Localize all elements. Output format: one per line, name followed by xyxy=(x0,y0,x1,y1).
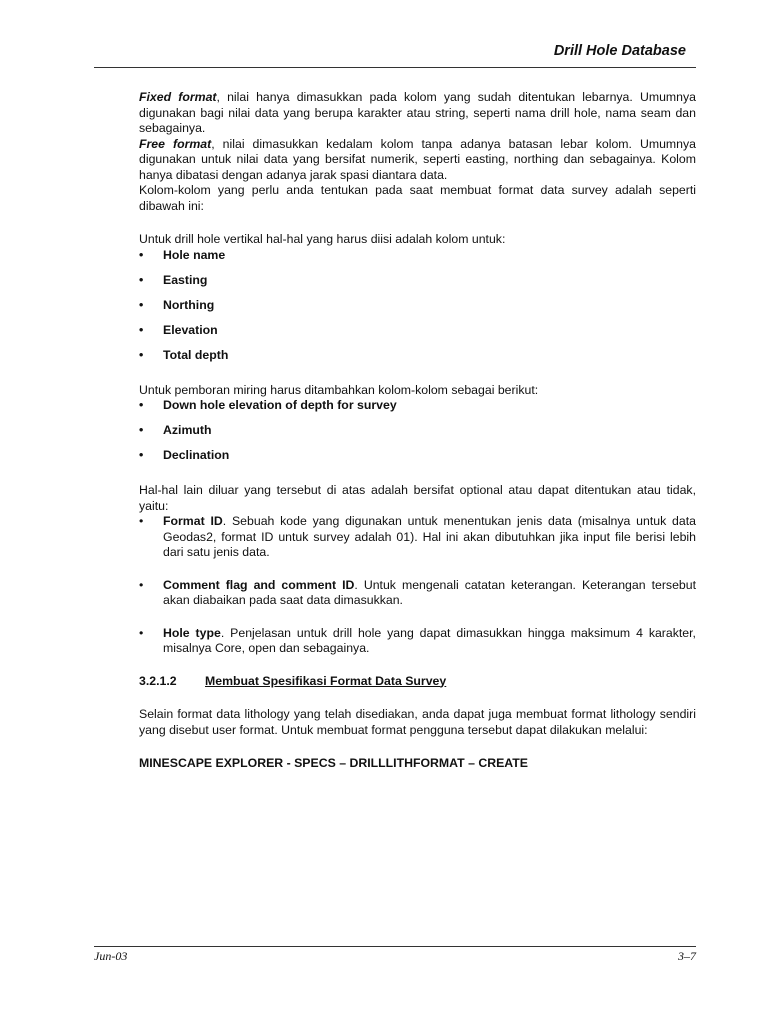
list-item xyxy=(139,514,696,561)
list-item-label: Down hole elevation of depth for survey xyxy=(163,398,397,412)
free-format-paragraph xyxy=(139,137,696,184)
list-item xyxy=(139,398,696,423)
list-item-term: Format ID xyxy=(163,514,223,528)
list-item-label: Azimuth xyxy=(163,423,212,437)
list-item xyxy=(139,323,696,348)
list-item xyxy=(139,348,696,373)
optional-list xyxy=(139,514,696,657)
bullet-icon: • xyxy=(139,272,144,287)
list-item-label: Easting xyxy=(163,272,208,287)
header-divider xyxy=(94,67,696,68)
bullet-icon: • xyxy=(139,398,144,412)
list-item-text: . Penjelasan untuk drill hole yang dapat dimasukkan hingga maksimum 4 karakter, misalnya Core, open dan sebagainya. xyxy=(163,625,696,655)
list-item xyxy=(139,273,696,298)
list-item xyxy=(139,626,696,657)
section-title: Membuat Spesifikasi Format Data Survey xyxy=(205,673,447,688)
list-item-label: Declination xyxy=(163,448,230,462)
free-format-text: , nilai dimasukkan kedalam kolom tanpa adanya batasan lebar kolom. Umumnya digunakan untuk nilai data yang bersifat numerik, seperti easting, northing dan sebagainya. Kolom hanya dibatasi dengan adanya jarak spasi diantara data. xyxy=(139,136,696,182)
footer-divider xyxy=(94,946,696,947)
list-item-text: . Sebuah kode yang digunakan untuk menentukan jenis data (misalnya untuk data Geodas2, format ID untuk survey adalah 01). Hal ini akan dibutuhkan jika input file berisi lebih dari satu jenis data. xyxy=(163,514,696,559)
list-item-label: Northing xyxy=(163,297,215,312)
inclined-intro: Untuk pemboran miring harus ditambahkan kolom-kolom sebagai berikut: xyxy=(139,382,539,397)
list-item-term: Comment flag and comment ID xyxy=(163,577,355,592)
vertical-list xyxy=(139,248,696,373)
bullet-icon: • xyxy=(139,625,144,640)
bullet-icon: • xyxy=(139,297,144,312)
bullet-icon: • xyxy=(139,514,144,528)
bullet-icon: • xyxy=(139,247,144,262)
list-item xyxy=(139,448,696,473)
list-item-term: Hole type xyxy=(163,625,221,640)
bullet-icon: • xyxy=(139,423,144,437)
page-header-title: Drill Hole Database xyxy=(553,43,686,59)
page-content xyxy=(139,90,696,772)
list-item-text: . Untuk mengenali catatan keterangan. Keterangan tersebut akan diabaikan pada saat data dimasukkan. xyxy=(163,577,696,607)
list-item-label: Elevation xyxy=(163,322,218,337)
footer-date: Jun-03 xyxy=(94,949,128,963)
list-item xyxy=(139,423,696,448)
section-paragraph: Selain format data lithology yang telah disediakan, anda dapat juga membuat format lithology sendiri yang disebut user format. Untuk membuat format pengguna tersebut dapat dilakukan melalui: xyxy=(139,707,696,737)
list-item xyxy=(139,578,696,609)
menu-path: MINESCAPE EXPLORER - SPECS – DRILLLITHFORMAT – CREATE xyxy=(139,756,528,770)
optional-intro: Hal-hal lain diluar yang tersebut di atas adalah bersifat optional atau dapat ditentukan atau tidak, yaitu: xyxy=(139,483,696,513)
bullet-icon: • xyxy=(139,577,144,592)
fixed-format-paragraph xyxy=(139,90,696,137)
bullet-icon: • xyxy=(139,347,144,362)
vertical-intro: Untuk drill hole vertikal hal-hal yang harus diisi adalah kolom untuk: xyxy=(139,232,506,246)
columns-paragraph: Kolom-kolom yang perlu anda tentukan pada saat membuat format data survey adalah seperti dibawah ini: xyxy=(139,183,696,213)
list-item-label: Hole name xyxy=(163,247,226,262)
list-item xyxy=(139,248,696,273)
section-number: 3.2.1.2 xyxy=(139,673,177,688)
page-number: 3–7 xyxy=(678,949,696,963)
list-item xyxy=(139,298,696,323)
free-format-term: Free format xyxy=(139,136,212,151)
fixed-format-term: Fixed format xyxy=(139,90,217,104)
bullet-icon: • xyxy=(139,322,144,337)
section-heading xyxy=(139,674,696,690)
fixed-format-text: , nilai hanya dimasukkan pada kolom yang sudah ditentukan lebarnya. Umumnya digunakan bagi nilai data yang berupa karakter atau string, seperti nama drill hole, nama seam dan sebagainya. xyxy=(139,90,696,135)
inclined-list xyxy=(139,398,696,473)
bullet-icon: • xyxy=(139,448,144,462)
list-item-label: Total depth xyxy=(163,347,229,362)
